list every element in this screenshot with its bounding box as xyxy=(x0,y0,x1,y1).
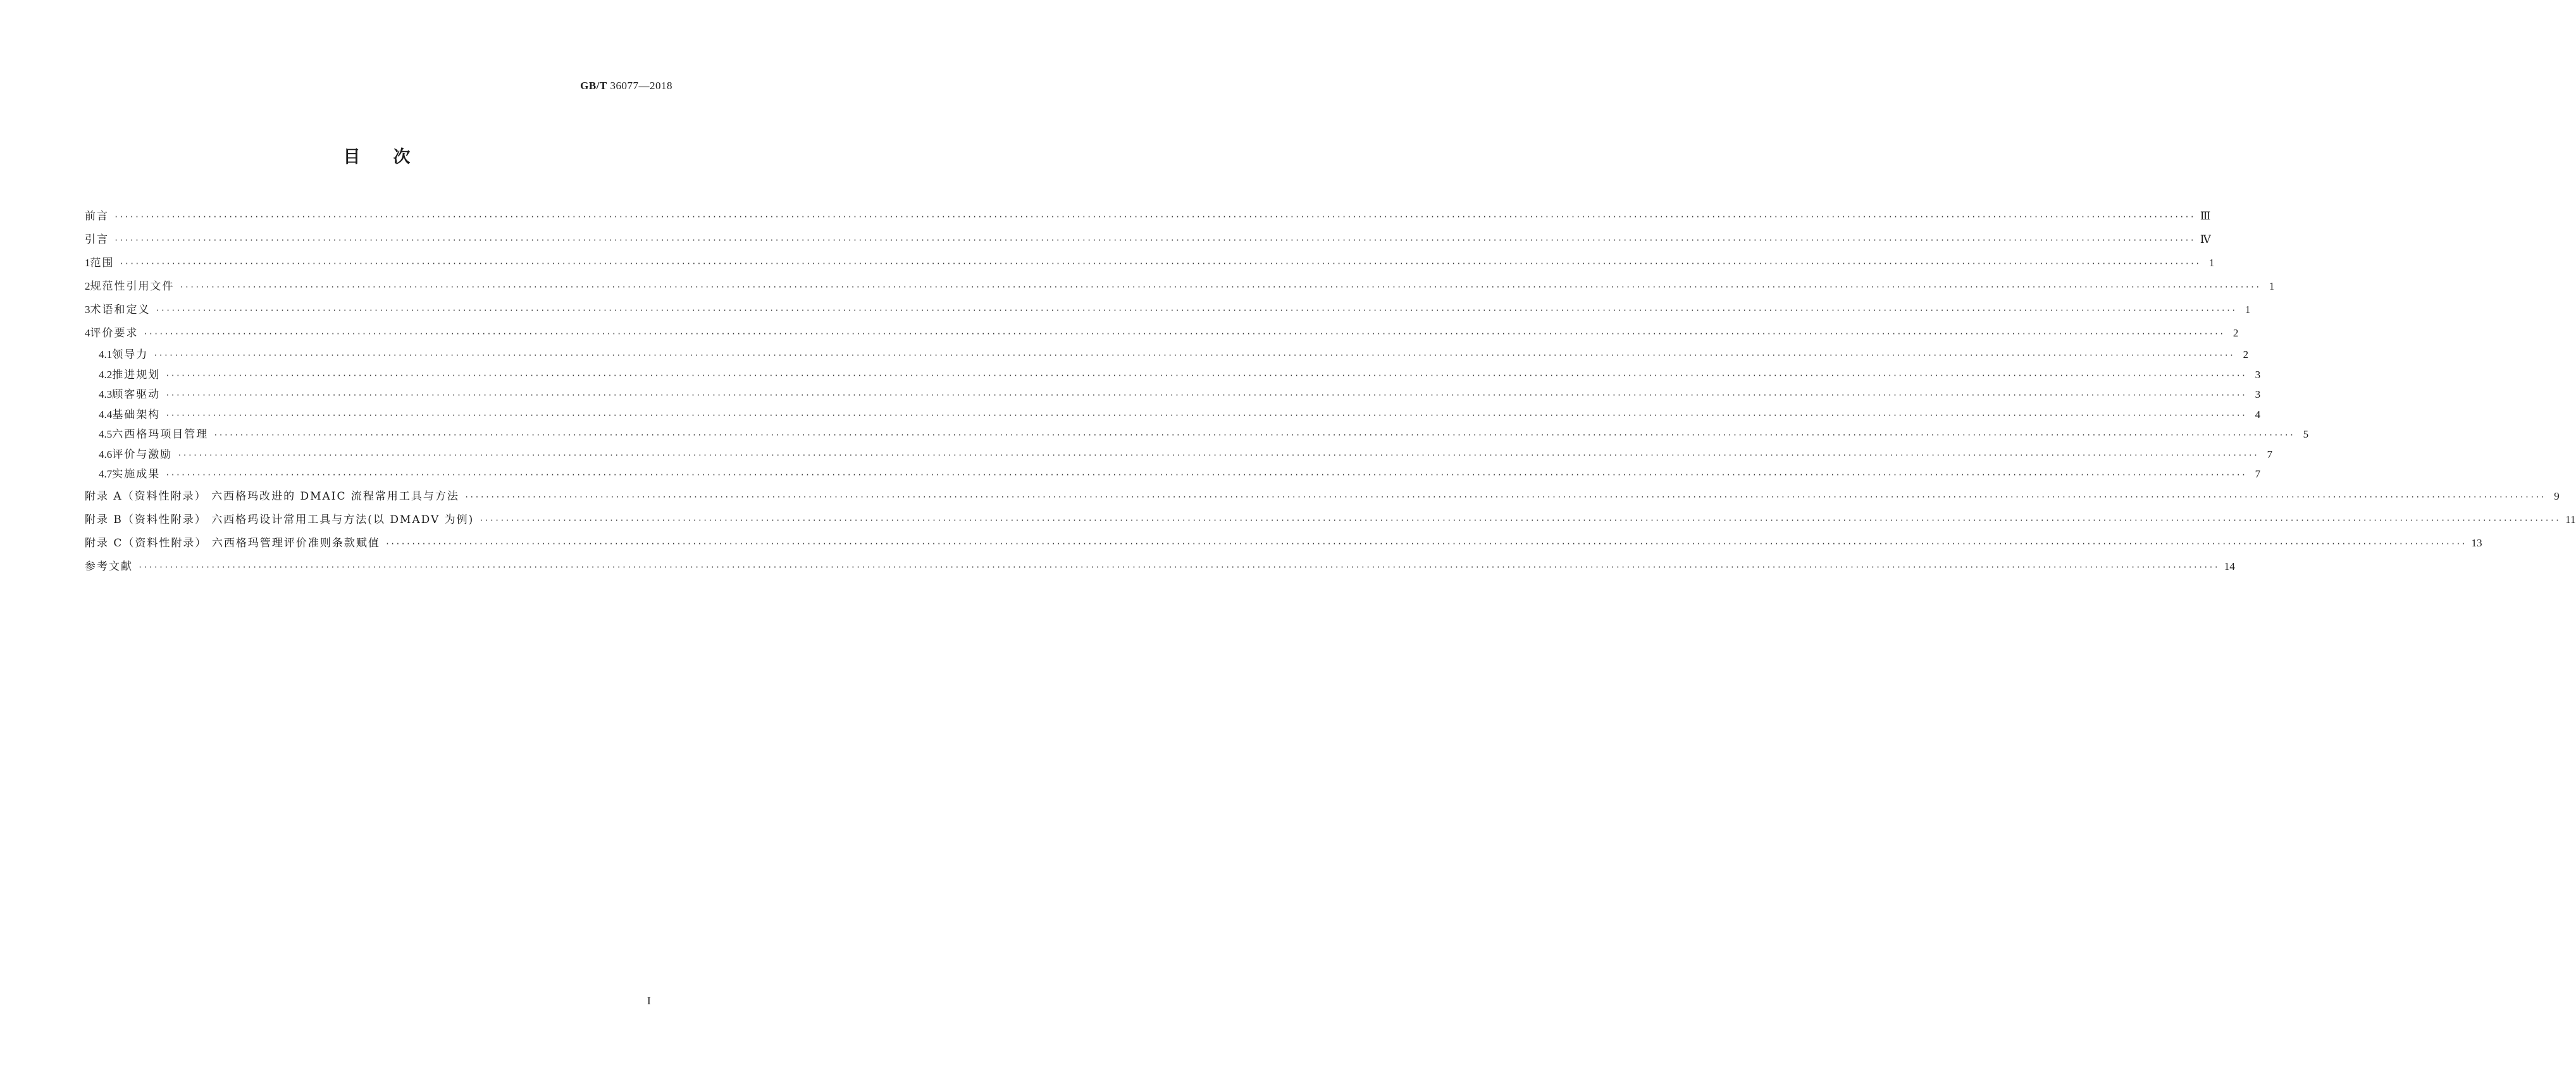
toc-entry-page: 7 xyxy=(2255,468,2261,480)
toc-entry-label: 领导力 xyxy=(112,348,149,361)
toc-entry-number: 4.2 xyxy=(99,368,113,381)
toc-entry-number: 2 xyxy=(85,280,90,292)
toc-entry[interactable] xyxy=(85,508,2576,531)
toc-entry-label: 六西格玛项目管理 xyxy=(112,428,209,441)
toc-entry[interactable] xyxy=(85,345,2249,365)
toc-entry-page: 3 xyxy=(2255,388,2261,400)
toc-entry[interactable] xyxy=(85,251,2215,274)
toc-entry-label: 术语和定义 xyxy=(90,304,151,316)
toc-entry-page: Ⅲ xyxy=(2200,210,2211,222)
toc-leader-dots: ················································································································································································································································································································································································································ xyxy=(155,306,2237,315)
toc-entry-page: 5 xyxy=(2303,428,2309,440)
toc-title: 目次 xyxy=(343,147,443,167)
toc-entry[interactable] xyxy=(85,385,2261,405)
toc-entry-label: 基础架构 xyxy=(112,408,161,421)
toc-entry[interactable] xyxy=(85,464,2261,484)
toc-leader-dots: ················································································································································································································································································································································································································ xyxy=(165,471,2247,479)
toc-leader-dots: ················································································································································································································································································································································································································ xyxy=(165,391,2247,400)
toc-entry-page: 3 xyxy=(2255,368,2261,381)
toc-entry-number: 1 xyxy=(85,257,90,269)
page-number: I xyxy=(647,995,651,1007)
toc-entry-page: 1 xyxy=(2245,304,2251,316)
toc-entry-page: Ⅳ xyxy=(2200,233,2211,245)
toc-entry-number: 4.3 xyxy=(99,388,113,400)
toc-entry-number: 4.7 xyxy=(99,468,113,480)
toc-entry-label: 参考文献 xyxy=(85,560,133,573)
toc-entry-number: 4.1 xyxy=(99,348,113,360)
toc-entry[interactable] xyxy=(85,484,2560,508)
toc-entry-label: 推进规划 xyxy=(112,368,161,381)
toc-entry-label: 附录 B（资料性附录） 六西格玛设计常用工具与方法(以 DMADV 为例) xyxy=(85,513,474,526)
standard-number: 36077—2018 xyxy=(610,80,672,92)
toc-entry-number: 4.4 xyxy=(99,408,113,421)
toc-entry-label: 引言 xyxy=(85,233,109,246)
toc-entry-label: 规范性引用文件 xyxy=(90,280,175,293)
toc-entry-label: 评价要求 xyxy=(90,327,139,340)
toc-leader-dots: ················································································································································································································································································································································································································ xyxy=(464,492,2546,502)
toc-entry-page: 9 xyxy=(2554,489,2560,502)
table-of-contents xyxy=(85,204,2576,578)
toc-entry[interactable] xyxy=(85,531,2482,555)
toc-leader-dots: ················································································································································································································································································································································································································ xyxy=(385,539,2467,548)
toc-leader-dots: ················································································································································································································································································································································································································ xyxy=(138,562,2219,572)
toc-entry-page: 4 xyxy=(2255,408,2261,421)
toc-entry-number: 4 xyxy=(85,327,90,339)
toc-entry[interactable] xyxy=(85,365,2261,385)
toc-entry-number: 4.6 xyxy=(99,448,113,460)
toc-entry-label: 附录 A（资料性附录） 六西格玛改进的 DMAIC 流程常用工具与方法 xyxy=(85,489,459,503)
toc-entry-page: 2 xyxy=(2243,348,2249,360)
toc-entry-number: 3 xyxy=(85,304,90,316)
toc-entry-label: 前言 xyxy=(85,210,109,223)
toc-entry-label: 评价与激励 xyxy=(112,448,173,461)
toc-leader-dots: ················································································································································································································································································································································································································ xyxy=(177,450,2259,460)
toc-leader-dots: ················································································································································································································································································································································································································ xyxy=(479,515,2561,525)
standard-prefix: GB/T xyxy=(580,80,607,92)
standard-code xyxy=(580,80,672,92)
toc-entry[interactable] xyxy=(85,424,2309,445)
toc-entry-page: 1 xyxy=(2208,257,2215,269)
toc-entry-page: 14 xyxy=(2224,560,2235,572)
toc-entry[interactable] xyxy=(85,321,2239,345)
toc-leader-dots: ················································································································································································································································································································································································································ xyxy=(143,329,2225,338)
toc-entry[interactable] xyxy=(85,204,2211,228)
toc-entry-page: 13 xyxy=(2471,536,2482,549)
toc-entry-label: 附录 C（资料性附录） 六西格玛管理评价准则条款赋值 xyxy=(85,536,380,550)
toc-leader-dots: ················································································································································································································································································································································································································ xyxy=(165,410,2247,420)
toc-leader-dots: ················································································································································································································································································································································································································ xyxy=(119,259,2201,268)
toc-entry[interactable] xyxy=(85,445,2273,465)
toc-leader-dots: ················································································································································································································································································································································································································ xyxy=(165,371,2247,380)
toc-leader-dots: ················································································································································································································································································································································································································ xyxy=(114,236,2195,245)
toc-entry[interactable] xyxy=(85,405,2261,425)
toc-entry-page: 2 xyxy=(2232,327,2239,339)
toc-entry[interactable] xyxy=(85,298,2251,321)
toc-leader-dots: ················································································································································································································································································································································································································ xyxy=(179,283,2261,292)
toc-leader-dots: ················································································································································································································································································································································································································ xyxy=(114,212,2195,221)
toc-entry[interactable] xyxy=(85,555,2235,578)
toc-entry-label: 范围 xyxy=(90,257,115,269)
toc-entry-page: 11 xyxy=(2565,513,2576,526)
toc-entry-number: 4.5 xyxy=(99,428,113,440)
toc-entry-page: 1 xyxy=(2269,280,2275,292)
toc-leader-dots: ················································································································································································································································································································································································································ xyxy=(213,431,2295,440)
toc-entry[interactable] xyxy=(85,274,2275,298)
toc-leader-dots: ················································································································································································································································································································································································································ xyxy=(153,351,2235,360)
toc-entry[interactable] xyxy=(85,228,2211,251)
toc-entry-label: 实施成果 xyxy=(112,468,161,481)
toc-entry-label: 顾客驱动 xyxy=(112,388,161,401)
toc-entry-page: 7 xyxy=(2267,448,2273,460)
